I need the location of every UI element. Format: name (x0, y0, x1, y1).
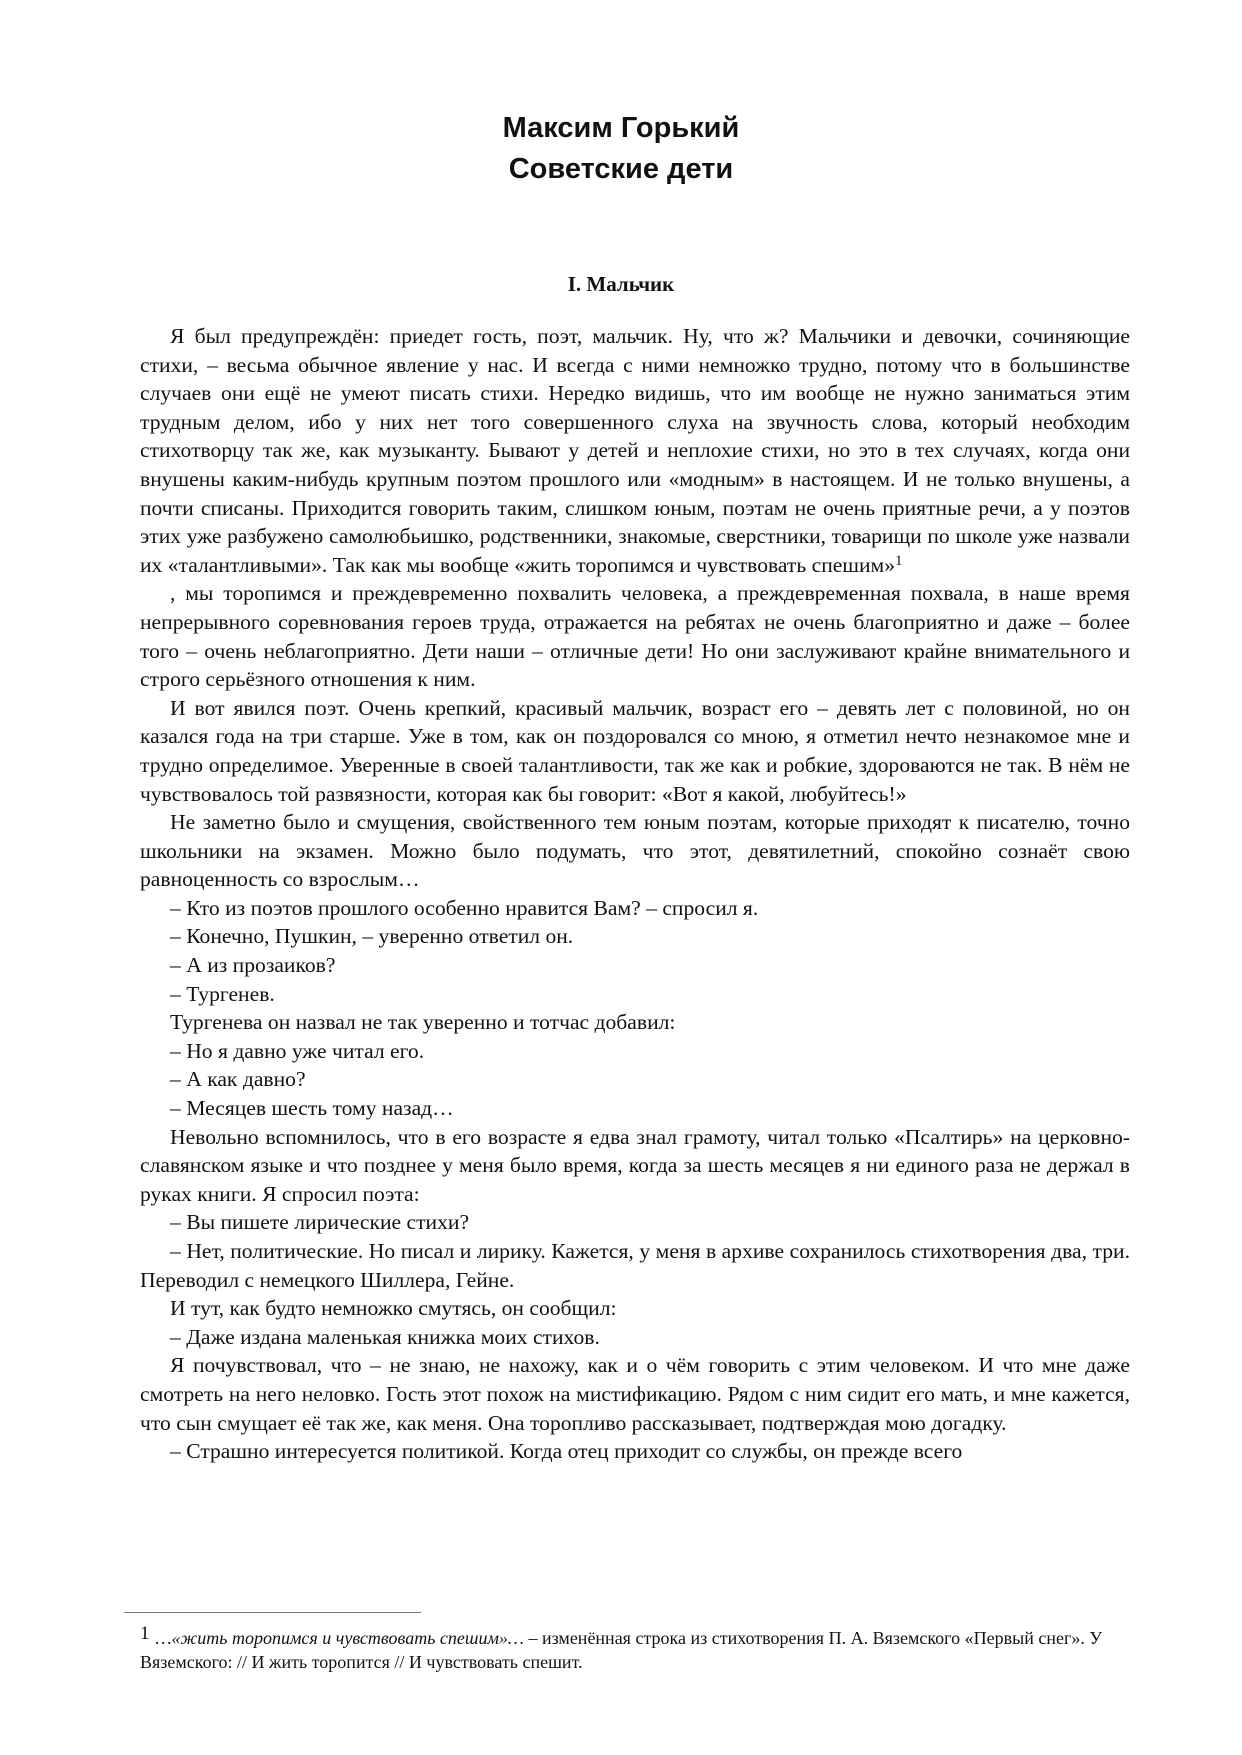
footnote-marker[interactable]: 1 (895, 552, 903, 569)
dialogue-line: – А из прозаиков? (170, 953, 336, 978)
footnote (140, 1622, 1170, 1674)
body-text (140, 322, 1130, 1466)
footnote-quote: …«жить торопимся и чувствовать спешим»… (155, 1628, 524, 1648)
dialogue-line: – Конечно, Пушкин, – уверенно ответил он. (170, 924, 574, 949)
dialogue-line: – Даже издана маленькая книжка моих стихов. (170, 1324, 600, 1349)
paragraph: Я почувствовал, что – не знаю, не нахожу, как и о чём говорить с этим человеком. И что мне даже смотреть на него неловко. Гость этот похож на мистификацию. Рядом с ним сидит его мать, и мне кажется, что сын смущает её так же, как меня. Она торопливо рассказывает, подтверждая мою догадку. (140, 1353, 1130, 1435)
footnote-text: – изменённая строка из стихотворения П. А. Вяземского «Первый снег». У Вяземского: // И жить торопится // И чувствовать спешит. (140, 1628, 1103, 1672)
dialogue-line: – Кто из поэтов прошлого особенно нравится Вам? – спросил я. (170, 895, 759, 920)
paragraph: И тут, как будто немножко смутясь, он сообщил: (170, 1296, 617, 1321)
paragraph: Невольно вспомнилось, что в его возрасте я едва знал грамоту, читал только «Псалтирь» на церковно-славянском языке и что позднее у меня было время, когда за шесть месяцев я ни единого раза не держал в руках книги. Я спросил поэта: (140, 1124, 1130, 1206)
paragraph: , мы торопимся и преждевременно похвалить человека, а преждевременная похвала, в наше время непрерывного соревнования героев труда, отражается на ребятах не очень благоприятно и даже – более того – очень неблагоприятно. Дети наши – отличные дети! Но они заслуживают крайне внимательного и строго серьёзного отношения к ним. (140, 581, 1130, 692)
dialogue-line: – Вы пишете лирические стихи? (170, 1210, 470, 1235)
book-title: Советские дети (508, 153, 734, 185)
author-name: Максим Горький (502, 112, 740, 144)
paragraph: Не заметно было и смущения, свойственного тем юным поэтам, которые приходят к писателю, точно школьники на экзамен. Можно было подумать, что этот, девятилетний, спокойно сознаёт свою равноценность со взрослым… (140, 810, 1130, 892)
paragraph: Тургенева он назвал не так уверенно и тотчас добавил: (170, 1010, 676, 1035)
footnote-divider (124, 1612, 421, 1613)
paragraph-text: Я был предупреждён: приедет гость, поэт, мальчик. Ну, что ж? Мальчики и девочки, сочиняющие стихи, – весьма обычное явление у нас. И всегда с ними немножко трудно, потому что в большинстве случаев они ещё не умеют писать стихи. Нередко видишь, что им вообще не нужно заниматься этим трудным делом, ибо у них нет того совершенного слуха на звучность слова, который необходим стихотворцу так же, как музыканту. Бывают у детей и неплохие стихи, но это в тех случаях, когда они внушены каким-нибудь крупным поэтом прошлого или «модным» в настоящем. И не только внушены, а почти списаны. Приходится говорить таким, слишком юным, поэтам не очень приятные речи, а у поэтов этих уже разбужено самолюбьишко, родственники, знакомые, сверстники, товарищи по школе уже назвали их «талантливыми». Так как мы вообще «жить торопимся и чувствовать спешим» (140, 324, 1130, 577)
dialogue-line: – Но я давно уже читал его. (170, 1038, 425, 1063)
dialogue-line: – Тургенев. (170, 981, 275, 1006)
chapter-heading: I. Мальчик (567, 272, 675, 296)
dialogue-line: – Месяцев шесть тому назад… (170, 1096, 454, 1121)
dialogue-line: – Страшно интересуется политикой. Когда отец приходит со службы, он прежде всего (170, 1439, 963, 1464)
dialogue-line: – Нет, политические. Но писал и лирику. Кажется, у меня в архиве сохранилось стихотворения два, три. Переводил с немецкого Шиллера, Гейне. (140, 1239, 1130, 1292)
paragraph (140, 322, 1130, 579)
footnote-number: 1 (140, 1623, 150, 1644)
paragraph: И вот явился поэт. Очень крепкий, красивый мальчик, возраст его – девять лет с половиной, но он казался года на три старше. Уже в том, как он поздоровался со мною, я отметил нечто незнакомое мне и трудно определимое. Уверенные в своей талантливости, так же как и робкие, здороваются не так. В нём не чувствовалось той развязности, которая как бы говорит: «Вот я какой, любуйтесь!» (140, 695, 1130, 806)
dialogue-line: – А как давно? (170, 1067, 306, 1092)
title-block (0, 108, 1242, 190)
